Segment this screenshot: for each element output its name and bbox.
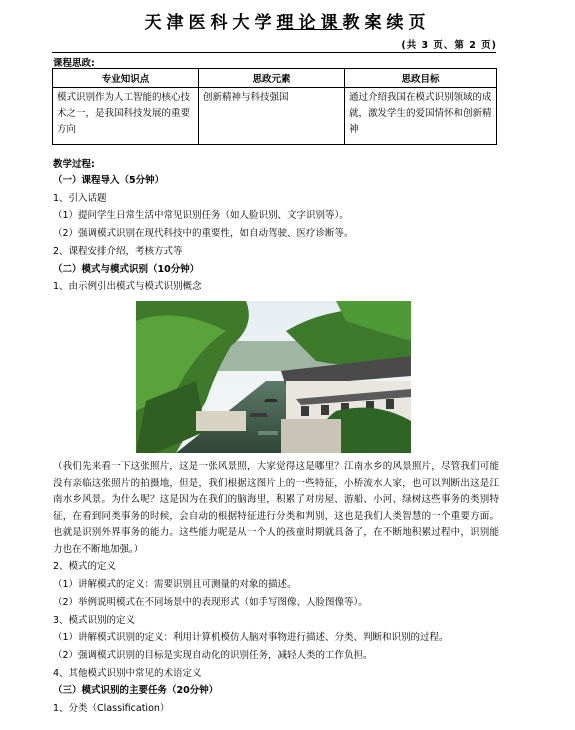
body-line: 1、分类（Classification） [53,703,170,715]
explanation-paragraph: （我们先来看一下这张照片，这是一张风景照，大家觉得这是哪里？江南水乡的风景照片，尽管我们可能没有亲临这张照片的拍摄地，但是，我们根据这图片上的一些特征，小桥流水人家，也可以判断出这是江南水乡风景。为什么呢？这是因为在我们的脑海里，积累了对房屋、游船、小河、绿树这些事务的类别特征，在看到同类事务的时候，会自动的根据特征进行分类和判别，这也是我们人类智慧的一个重要方面。也就是识别外界事务的能力。这些能力呢是从一个人的孩童时期就具备了，在不断地积累过程中，识别能力也在不断地加强。） [53,460,499,555]
section-heading: （三）模式识别的主要任务（20分钟） [53,685,219,697]
title-prefix: 天津医科大学 [144,13,277,33]
body-line: （2）强调模式识别的目标是实现自动化的识别任务，减轻人类的工作负担。 [53,650,373,661]
body-line: 1、引入话题 [53,192,107,204]
header-divider [52,52,496,53]
body-line: （2）强调模式识别在现代科技中的重要性，如自动驾驶、医疗诊断等。 [53,228,354,240]
page-info: (共 3 页、第 2 页) [401,40,497,51]
table-header-row [53,69,497,88]
section-heading: （二）模式与模式识别（10分钟） [53,263,200,275]
ideology-table [52,68,497,145]
column-header: 思政目标 [345,69,497,88]
jiangnan-water-town-photo [136,301,411,453]
body-line: 2、课程安排介绍，考核方式等 [53,245,183,257]
ideology-heading: 课程思政: [53,58,95,69]
body-line: （1）讲解模式的定义：需要识别且可测量的对象的描述。 [53,579,297,591]
title-underlined: 理论课 [276,13,343,33]
column-header: 专业知识点 [53,69,199,88]
table-cell: 创新精神与科技强国 [199,88,345,145]
body-line: （1）提问学生日常生活中常见识别任务（如人脸识别、文字识别等）。 [53,210,349,222]
body-line: （1）讲解模式识别的定义：利用计算机模仿人脑对事物进行描述、分类、判断和识别的过程。 [53,632,449,644]
title-suffix: 教案续页 [342,13,431,33]
table-row [53,88,497,145]
body-line: 3、模式识别的定义 [53,614,136,626]
body-line: 1、由示例引出模式与模式识别概念 [53,281,202,293]
body-line: 2、模式的定义 [53,561,117,573]
lesson-body [53,172,499,718]
column-header: 思政元素 [199,69,345,88]
page-title [0,8,575,33]
body-line: 4、其他模式识别中常见的术语定义 [53,667,202,679]
body-line: （2）举例说明模式在不同场景中的表现形式（如手写图像、人脸图像等）。 [53,596,368,608]
table-cell: 模式识别作为人工智能的核心技术之一，是我国科技发展的重要方向 [53,88,199,145]
section-heading: （一）课程导入（5分钟） [53,175,165,186]
table-cell: 通过介绍我国在模式识别领域的成就，激发学生的爱国情怀和创新精神 [345,88,497,145]
process-heading: 教学过程: [53,159,95,170]
